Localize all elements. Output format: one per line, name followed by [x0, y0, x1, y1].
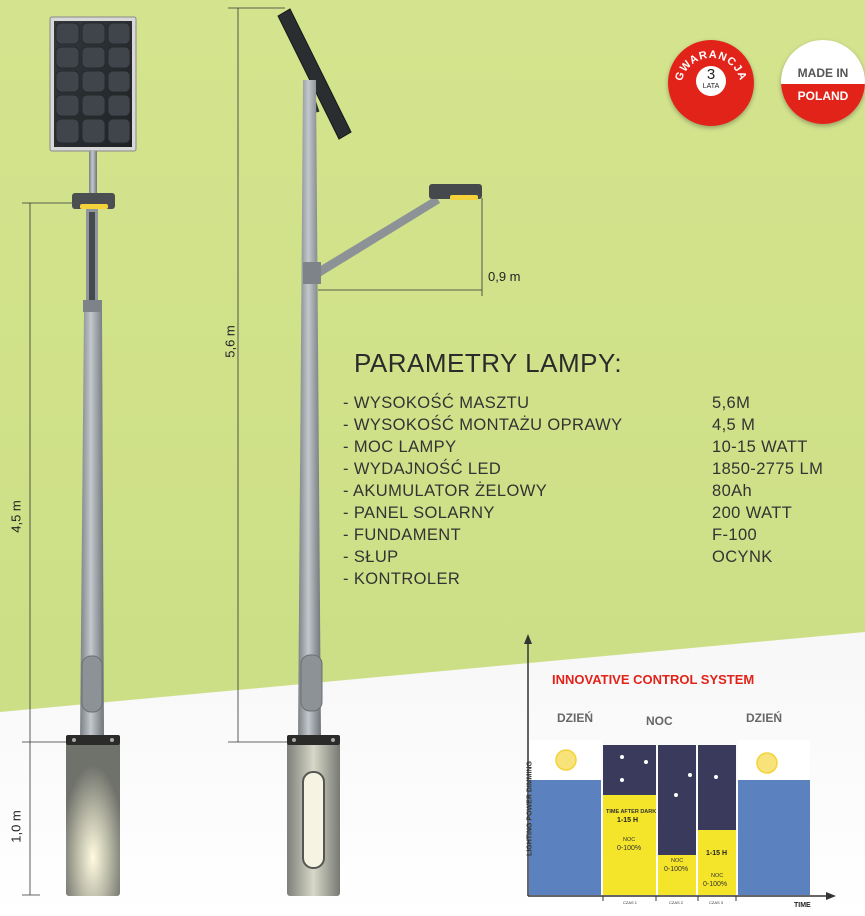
- parameters-list: [343, 394, 843, 592]
- tick-label-3: CZAS 3: [709, 900, 724, 905]
- chart-title: INNOVATIVE CONTROL SYSTEM: [552, 672, 755, 687]
- mount-height-label: 4,5 m: [8, 500, 24, 533]
- col3-hours: 1-15 H: [706, 850, 728, 857]
- mast-height-label: 5,6 m: [222, 325, 238, 358]
- warranty-badge: [668, 40, 754, 126]
- col1-note: TIME AFTER DARK: [606, 809, 657, 815]
- col2-noc: NOC: [671, 858, 684, 864]
- warranty-years: 3: [706, 66, 716, 83]
- x-axis-label: TIME: [794, 902, 811, 909]
- phase-night: NOC: [646, 714, 673, 728]
- param-row: - AKUMULATOR ŻELOWY 80Ah: [343, 482, 753, 500]
- col1-noc: NOC: [623, 837, 636, 843]
- svg-text:GWARANCJA: GWARANCJA: [672, 48, 750, 83]
- col2-range: 0-100%: [664, 866, 689, 873]
- made-in-poland-badge: [781, 40, 865, 124]
- param-row: - WYDAJNOŚĆ LED 1850-2775 LM: [343, 460, 824, 478]
- y-axis-label: LIGHTING POWER DIMMING: [526, 761, 534, 856]
- col1-range: 0-100%: [617, 845, 642, 852]
- col3-noc: NOC: [711, 873, 724, 879]
- made-in-text: MADE IN: [797, 66, 849, 80]
- base-height-label: 1,0 m: [8, 810, 24, 843]
- param-row: - MOC LAMPY 10-15 WATT: [343, 438, 808, 456]
- param-row: - FUNDAMENT F-100: [343, 526, 758, 544]
- param-row: - KONTROLER: [343, 570, 461, 588]
- param-row: - PANEL SOLARNY 200 WATT: [343, 504, 793, 522]
- left-lamp: [50, 17, 136, 896]
- phase-day-right: DZIEŃ: [746, 711, 782, 725]
- parameters-title: PARAMETRY LAMPY:: [354, 348, 623, 378]
- col3-range: 0-100%: [703, 881, 728, 888]
- arm-length-label: 0,9 m: [488, 269, 521, 284]
- param-row: - SŁUP OCYNK: [343, 548, 773, 566]
- warranty-unit: LATA: [702, 83, 720, 90]
- phase-day-left: DZIEŃ: [557, 711, 593, 725]
- param-row: - WYSOKOŚĆ MONTAŻU OPRAWY 4,5 M: [343, 416, 756, 434]
- col1-hours: 1-15 H: [617, 817, 639, 824]
- poland-text: POLAND: [797, 89, 849, 103]
- tick-label-2: CZAS 2: [669, 900, 684, 905]
- tick-label-1: CZAS 1: [623, 900, 638, 905]
- param-row: - WYSOKOŚĆ MASZTU 5,6M: [343, 394, 751, 412]
